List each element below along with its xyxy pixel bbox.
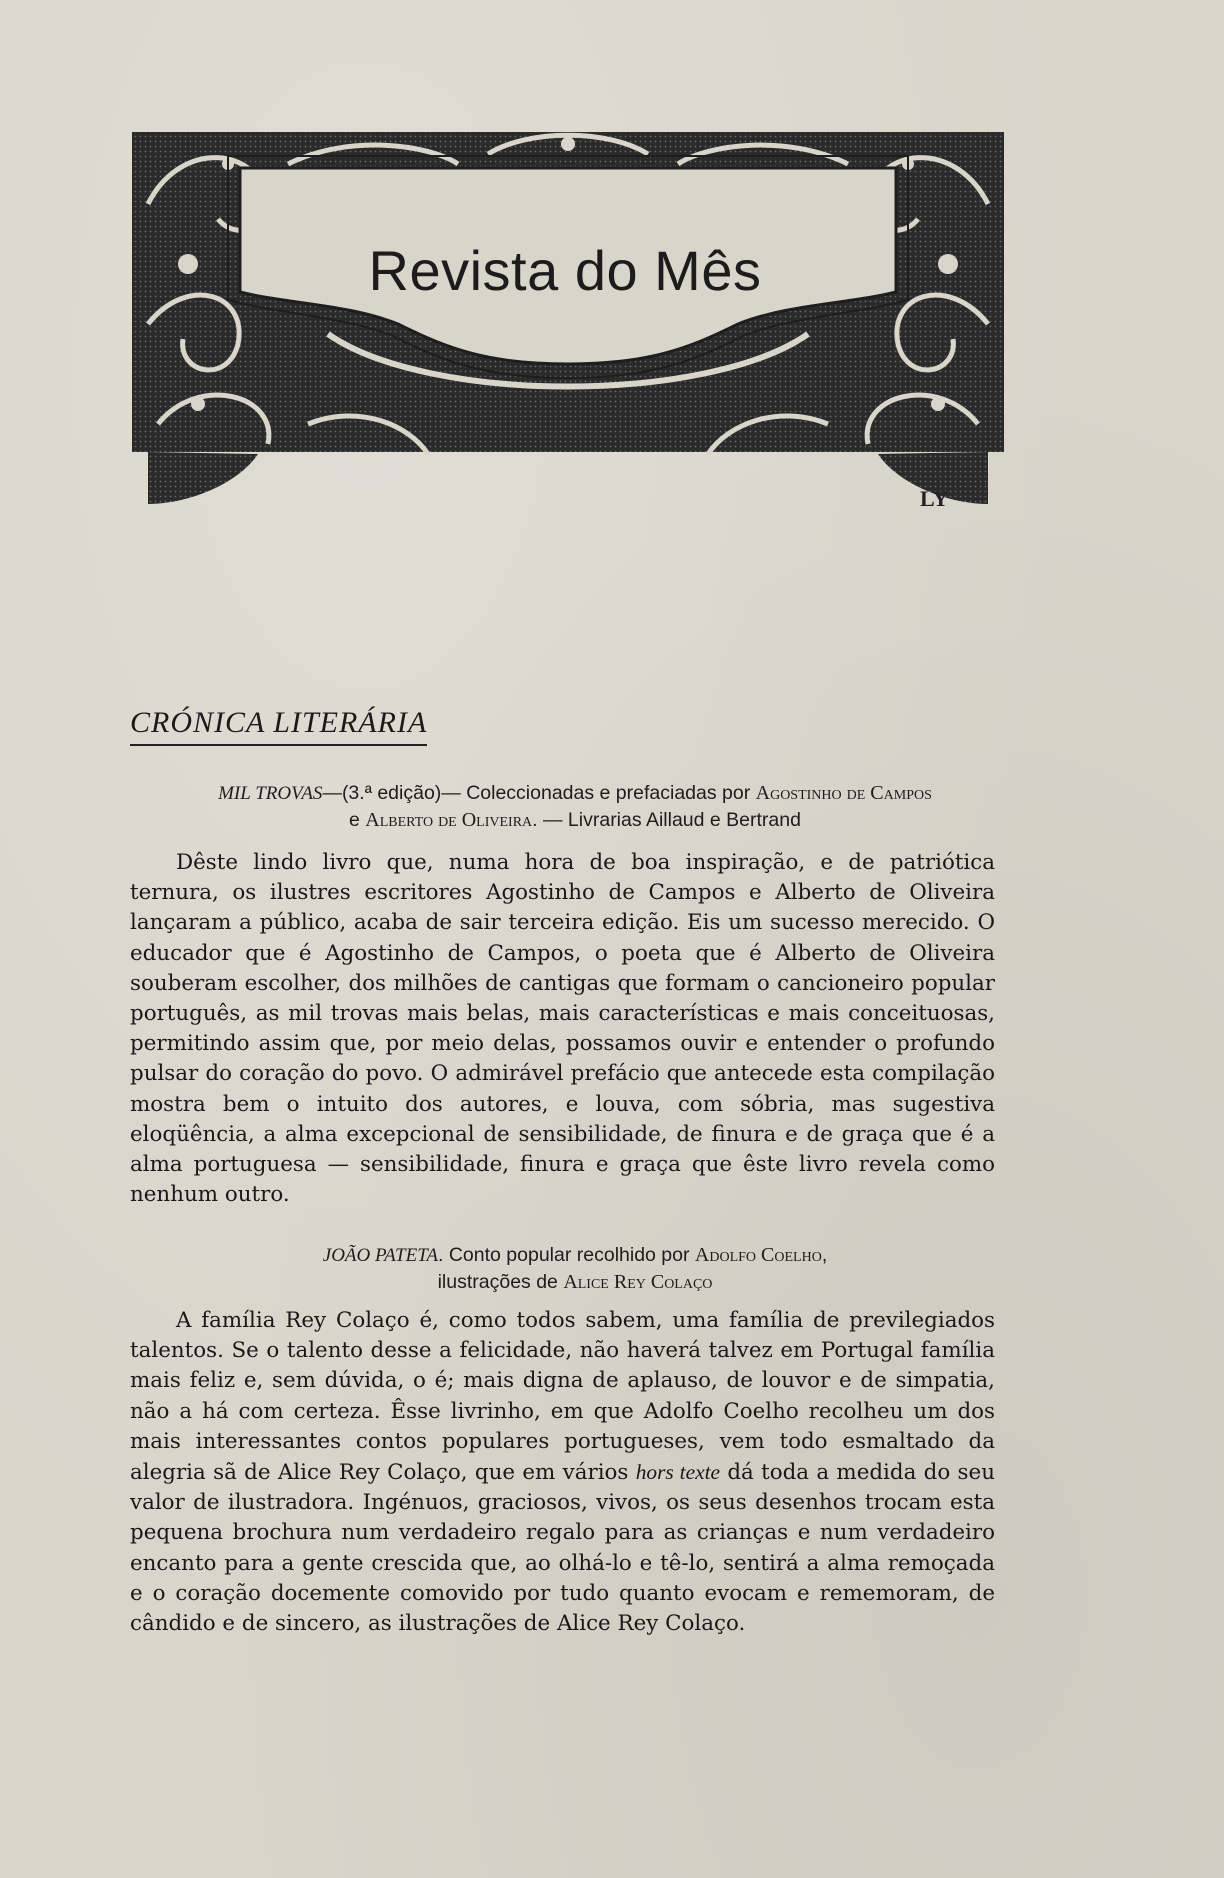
punctuation: , [821,1244,828,1266]
review-heading-line-1 [140,780,1010,807]
review-heading [140,780,1010,833]
paragraph-text: dá toda a medida do seu valor de ilustradora. Ingénuos, graciosos, vivos, os seus desenhos trocam esta pequena brochura num verdadeiro regalo para as crianças e num verdadeiro encanto para a gente crescida que, ao olhá-lo e tê-lo, sentirá a alma remoçada e o coração docemente comovido por tudo quanto evocam e rememoram, de cândido e de sincero, as ilustrações de Alice Rey Colaço. [130,1460,995,1637]
italic-term: hors texte [635,1460,720,1485]
review-heading [140,1242,1010,1295]
author-name: Alice Rey Colaço [563,1271,713,1293]
review-heading-line-2 [140,807,1010,833]
illustrations-by: ilustrações de [437,1271,564,1293]
review-paragraph [130,1306,995,1639]
author-name: Alberto de Oliveira [365,809,533,831]
edition-and-editors: —(3.ª edição)— Coleccionadas e prefaciadas por [322,782,756,804]
publisher: . — Livrarias Aillaud e Bertrand [532,809,801,831]
section-title: CRÓNICA LITERÁRIA [130,706,427,746]
engraver-monogram: LY [920,486,949,511]
book-title: JOÃO PATETA [322,1245,438,1266]
review-heading-line-1 [140,1242,1010,1269]
author-name: Adolfo Coelho [694,1244,822,1266]
book-title: MIL TROVAS [218,783,323,804]
ornamental-header-frame [128,124,1008,524]
masthead-title: Revista do Mês [368,238,762,302]
author-name: Agostinho de Campos [755,782,932,804]
collected-by: . Conto popular recolhido por [438,1244,695,1266]
conjunction: e [349,809,366,831]
review-body [130,848,995,1210]
review-heading-line-2 [140,1269,1010,1295]
paragraph-text: A família Rey Colaço é, como todos sabem, uma família de previlegiados talentos. Se o talento desse a felicidade, não haverá talvez em Portugal família mais feliz e, sem dúvida, o é; mais digna de aplauso, de louvor e de simpatia, não a há com certeza. Êsse livrinho, em que Adolfo Coelho recolheu um dos mais interessantes contos populares portugueses, vem todo esmaltado da alegria sã de Alice Rey Colaço, que em vários [130,1308,995,1486]
review-paragraph: Dêste lindo livro que, numa hora de boa inspiração, e de patriótica ternura, os ilustres escritores Agostinho de Campos e Alberto de Oliveira lançaram a público, acaba de sair terceira edição. Eis um sucesso merecido. O educador que é Agostinho de Campos, o poeta que é Alberto de Oliveira souberam escolher, dos milhões de cantigas que formam o cancioneiro popular português, as mil trovas mais belas, mais características e mais conceituosas, permitindo assim que, por meio delas, possamos ouvir e entender o profundo pulsar do coração do povo. O admirável prefácio que antecede esta compilação mostra bem o intuito dos autores, e louva, com sóbria, mas sugestiva eloqüência, a alma excepcional de sensibilidade, de finura e de graça que é a alma portuguesa — sensibilidade, finura e graça que êste livro revela como nenhum outro. [130,850,995,1208]
review-body [130,1306,995,1639]
